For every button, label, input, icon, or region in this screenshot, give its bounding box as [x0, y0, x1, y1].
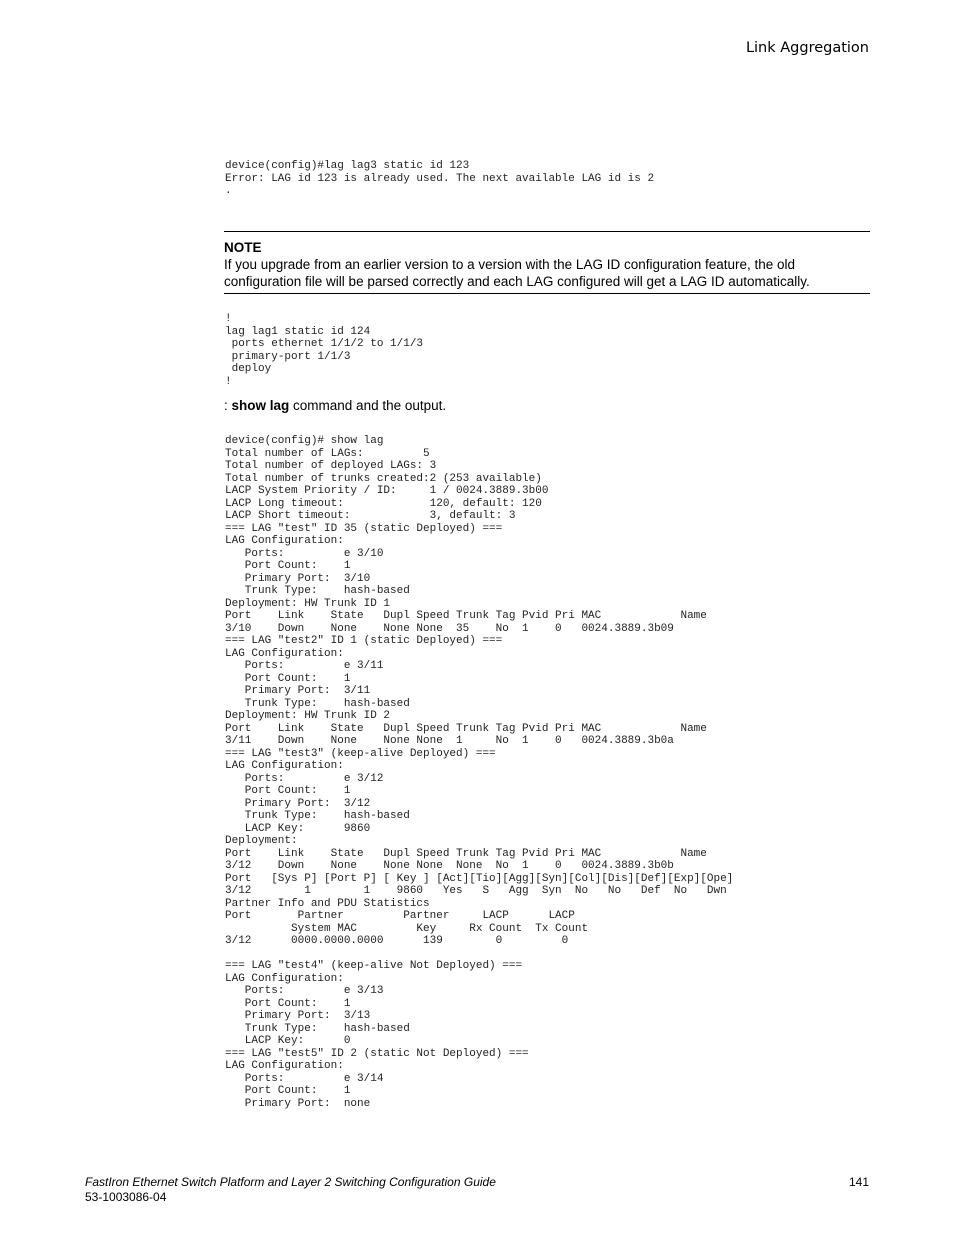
- section-title: Link Aggregation: [745, 40, 869, 56]
- intro-command: show lag: [231, 398, 290, 413]
- show-lag-intro: [224, 398, 446, 414]
- note-box: [224, 231, 870, 294]
- footer-doc-number: 53-1003086-04: [85, 1190, 167, 1204]
- config-code-block: ! lag lag1 static id 124 ports ethernet 1/1/2 to 1/1/3 primary-port 1/1/3 deploy !: [225, 313, 424, 388]
- error-code-block: device(config)#lag lag3 static id 123 Error: LAG id 123 is already used. The next available LAG id is 2 .: [225, 160, 655, 197]
- note-body: If you upgrade from an earlier version to a version with the LAG ID configuration feature, the old configuration file will be parsed correctly and each LAG configured will get a LAG ID automatically.: [224, 257, 810, 289]
- intro-prefix: :: [224, 398, 232, 413]
- page-footer: [85, 1175, 869, 1205]
- show-lag-output-block: device(config)# show lag Total number of LAGs: 5 Total number of deployed LAGs: 3 Total number of trunks created:2 (253 available) LACP System Priority / ID: 1 / 0024.3889.3b00 LACP Long timeout: 120, default: 120 LACP Short timeout: 3, default: 3 === LAG "test" ID 35 (static Deployed) === LAG Configuration: Ports: e 3/10 Port Count: 1 Primary Port: 3/10 Trunk Type: hash-based Deployment: HW Trunk ID 1 Port Link State Dupl Speed Trunk Tag Pvid Pri MAC Name 3/10 Down None None None 35 No 1 0 0024.3889.3b09 === LAG "test2" ID 1 (static Deployed) === LAG Configuration: Ports: e 3/11 Port Count: 1 Primary Port: 3/11 Trunk Type: hash-based Deployment: HW Trunk ID 2 Port Link State Dupl Speed Trunk Tag Pvid Pri MAC Name 3/11 Down None None None 1 No 1 0 0024.3889.3b0a === LAG "test3" (keep-alive Deployed) === LAG Configuration: Ports: e 3/12 Port Count: 1 Primary Port: 3/12 Trunk Type: hash-based LACP Key: 9860 Deployment: Port Link State Dupl Speed Trunk Tag Pvid Pri MAC Name 3/12 Down None None None None No 1 0 0024.3889.3b0b Port [Sys P] [Port P] [ Key ] [Act][Tio][Agg][Syn][Col][Dis][Def][Exp][Ope] 3/12 1 1 9860 Yes S Agg Syn No No Def No Dwn Partner Info and PDU Statistics Port Partner Partner LACP LACP System MAC Key Rx Count Tx Count 3/12 0000.0000.0000 139 0 0 === LAG "test4" (keep-alive Not Deployed) === LAG Configuration: Ports: e 3/13 Port Count: 1 Primary Port: 3/13 Trunk Type: hash-based LACP Key: 0 === LAG "test5" ID 2 (static Not Deployed) === LAG Configuration: Ports: e 3/14 Port Count: 1 Primary Port: none: [225, 435, 734, 1110]
- footer-guide-title: FastIron Ethernet Switch Platform and Layer 2 Switching Configuration Guide: [85, 1175, 496, 1189]
- note-title: NOTE: [224, 240, 262, 255]
- intro-suffix: command and the output.: [289, 398, 447, 413]
- footer-page-number: 141: [848, 1175, 869, 1189]
